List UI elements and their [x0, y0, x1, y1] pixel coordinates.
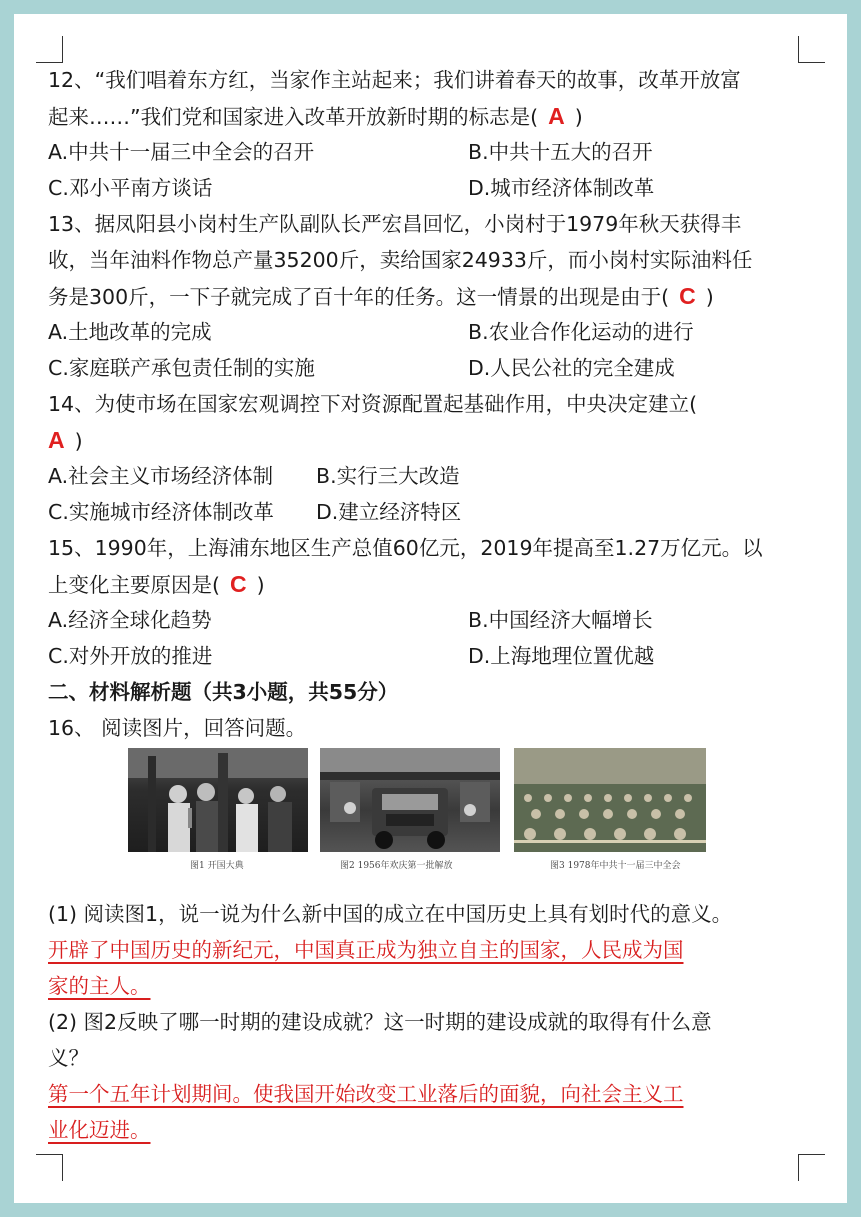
q16-sub1-question: (1) 阅读图1，说一说为什么新中国的成立在中国历史上具有划时代的意义。 [48, 902, 733, 926]
q14-option-d: D.建立经济特区 [316, 500, 462, 524]
q12-line-2 [48, 98, 788, 134]
q15-answer: C [230, 571, 247, 597]
crop-mark-top-right [798, 36, 825, 63]
q13-line-3 [48, 278, 788, 314]
q12-option-d: D.城市经济体制改革 [468, 176, 655, 200]
crop-mark-bottom-right [798, 1154, 825, 1181]
q13-stem-end: 务是300斤，一下子就完成了百十年的任务。这一情景的出现是由于( [48, 285, 670, 309]
q14-options-row-1 [48, 458, 788, 494]
q15-option-d: D.上海地理位置优越 [468, 644, 655, 668]
q12-options-row-1 [48, 134, 788, 170]
section-heading: 二、材料解析题（共3小题，共55分） [48, 680, 399, 704]
q12-option-c: C.邓小平南方谈话 [48, 176, 213, 200]
caption-figure-2: 图2 1956年欢庆第一批解放 [340, 861, 453, 871]
crop-mark-bottom-left [36, 1154, 63, 1181]
document-content [48, 62, 788, 1148]
q12-options-row-2 [48, 170, 788, 206]
q13-option-a: A.土地改革的完成 [48, 320, 212, 344]
q13-options-row-1 [48, 314, 788, 350]
photo-strip [128, 748, 706, 878]
q13-option-c: C.家庭联产承包责任制的实施 [48, 356, 315, 380]
q12-line-1: 12、“我们唱着东方红，当家作主站起来；我们讲着春天的故事，改革开放富 [48, 68, 741, 92]
q16-sub2-question-line-2: 义？ [48, 1046, 89, 1070]
q14-option-b: B.实行三大改造 [316, 464, 460, 488]
photo-first-trucks [320, 748, 500, 852]
q15-options-row-1 [48, 602, 788, 638]
q13-answer: C [679, 283, 696, 309]
caption-figure-1: 图1 开国大典 [190, 861, 244, 871]
q13-option-b: B.农业合作化运动的进行 [468, 320, 694, 344]
q12-paren-close: ) [574, 105, 583, 129]
q16-sub2-answer-line-1: 第一个五年计划期间。使我国开始改变工业落后的面貌，向社会主义工 [48, 1082, 684, 1106]
q13-options-row-2 [48, 350, 788, 386]
q15-line-1: 15、1990年，上海浦东地区生产总值60亿元，2019年提高至1.27万亿元。以 [48, 536, 763, 560]
q14-line-2 [48, 422, 788, 458]
q13-line-2: 收，当年油料作物总产量35200斤，卖给国家24933斤，而小岗村实际油料任 [48, 248, 753, 272]
q13-option-d: D.人民公社的完全建成 [468, 356, 675, 380]
q15-option-a: A.经济全球化趋势 [48, 608, 212, 632]
q15-options-row-2 [48, 638, 788, 674]
q12-option-b: B.中共十五大的召开 [468, 140, 653, 164]
q16-intro: 16、 阅读图片，回答问题。 [48, 716, 307, 740]
q16-sub1-answer-line-2: 家的主人。 [48, 974, 151, 998]
photo-founding-ceremony [128, 748, 308, 852]
caption-figure-3: 图3 1978年中共十一届三中全会 [550, 861, 681, 871]
crop-mark-top-left [36, 36, 63, 63]
q13-paren-close: ) [705, 285, 714, 309]
q15-paren-close: ) [256, 573, 265, 597]
q15-option-c: C.对外开放的推进 [48, 644, 213, 668]
q14-answer: A [48, 427, 65, 453]
photo-plenary-session [514, 748, 706, 852]
q14-options-row-2 [48, 494, 788, 530]
q12-stem-end: 起来……”我们党和国家进入改革开放新时期的标志是( [48, 105, 539, 129]
q14-option-a: A.社会主义市场经济体制 [48, 464, 274, 488]
q13-line-1: 13、据凤阳县小岗村生产队副队长严宏昌回忆，小岗村于1979年秋天获得丰 [48, 212, 742, 236]
q14-option-c: C.实施城市经济体制改革 [48, 500, 274, 524]
q16-sub2-question-line-1: (2) 图2反映了哪一时期的建设成就？这一时期的建设成就的取得有什么意 [48, 1010, 712, 1034]
q15-stem-end: 上变化主要原因是( [48, 573, 220, 597]
q16-sub1-answer-line-1: 开辟了中国历史的新纪元，中国真正成为独立自主的国家，人民成为国 [48, 938, 684, 962]
q12-option-a: A.中共十一届三中全会的召开 [48, 140, 315, 164]
q12-answer: A [548, 103, 565, 129]
q16-sub2-answer-line-2: 业化迈进。 [48, 1118, 151, 1142]
q14-line-1: 14、为使市场在国家宏观调控下对资源配置起基础作用，中央决定建立( [48, 392, 698, 416]
q15-line-2 [48, 566, 788, 602]
q14-paren-close: ) [74, 429, 83, 453]
q15-option-b: B.中国经济大幅增长 [468, 608, 653, 632]
